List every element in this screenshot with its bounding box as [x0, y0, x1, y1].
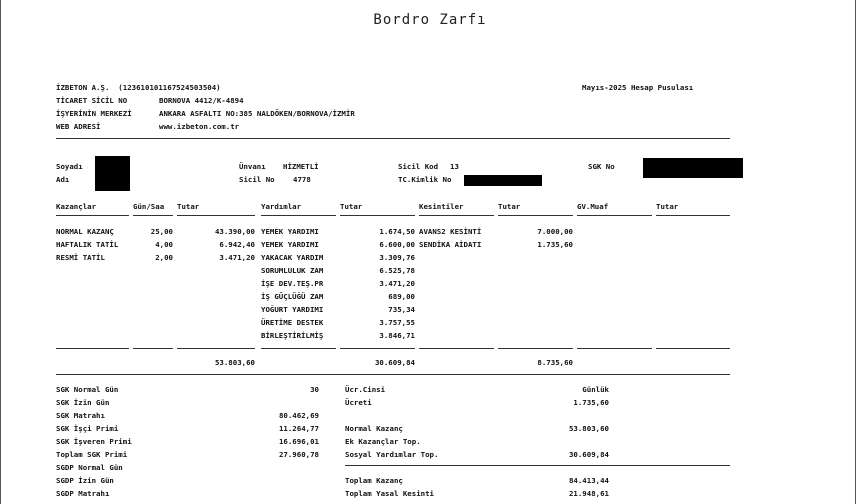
kazanc-tutar: 6.942,40	[219, 240, 255, 249]
header-underline	[419, 215, 494, 216]
sgk-value: 80.462,69	[278, 411, 319, 420]
summary-label: Normal Kazanç	[345, 424, 403, 433]
kesinti-name: AVANS2 KESİNTİ	[419, 227, 482, 236]
yardim-tutar: 3.309,76	[379, 253, 415, 262]
divider	[56, 138, 730, 139]
sicil-label: TİCARET SİCİL NO	[56, 96, 128, 105]
sgk-value: 27.960,78	[278, 450, 319, 459]
summary-label: Sosyal Yardımlar Top.	[345, 450, 439, 459]
sgk-no-label: SGK No	[588, 162, 615, 171]
yardim-tutar: 6.600,00	[379, 240, 415, 249]
kazanc-gun: 2,00	[155, 253, 173, 262]
summary-label: Toplam Kazanç	[345, 476, 403, 485]
summary-value: 21.948,61	[568, 489, 609, 498]
kazanc-gun: 25,00	[150, 227, 173, 236]
unvan-value: HİZMETLİ	[283, 162, 319, 171]
company-name: İZBETON A.Ş. (12361010116752450350​4)	[56, 83, 221, 92]
header-kesintiler: Kesintiler	[419, 202, 464, 211]
header-kazanclar: Kazançlar	[56, 202, 97, 211]
sicil-kod-label: Sicil Kod	[398, 162, 439, 171]
total-underline	[261, 348, 336, 349]
sgk-label: SGK Matrahı	[56, 411, 105, 420]
total-underline	[498, 348, 573, 349]
redacted-sgk	[643, 158, 743, 178]
sgk-label: SGK Normal Gün	[56, 385, 119, 394]
total-underline	[177, 348, 255, 349]
summary-label: Toplam Yasal Kesinti	[345, 489, 434, 498]
header-tutar: Tutar	[340, 202, 363, 211]
header-gun-saa: Gün/Saa	[133, 202, 165, 211]
yardim-tutar: 6.525,78	[379, 266, 415, 275]
kazanc-tutar: 43.390,00	[214, 227, 255, 236]
header-underline	[577, 215, 652, 216]
ucreti-label: Ücreti	[345, 398, 372, 407]
sicil-kod-value: 13	[450, 162, 459, 171]
total-underline	[133, 348, 173, 349]
yardim-name: BİRLEŞTİRİLMİŞ	[261, 331, 324, 340]
total-kazanc: 53.803,60	[214, 358, 255, 367]
sicil-no-label: Sicil No	[239, 175, 275, 184]
yardim-name: İŞE DEV.TEŞ.PR	[261, 279, 324, 288]
header-tutar: Tutar	[177, 202, 200, 211]
kazanc-name: HAFTALIK TATİL	[56, 240, 119, 249]
header-underline	[56, 215, 129, 216]
kazanc-gun: 4,00	[155, 240, 173, 249]
redacted-name	[95, 156, 130, 191]
sgk-label: SGDP Normal Gün	[56, 463, 123, 472]
yardim-name: YEMEK YARDIMI	[261, 227, 319, 236]
document-title: Bordro Zarfı	[373, 12, 487, 28]
header-underline	[656, 215, 730, 216]
sicil-no-value: 4778	[293, 175, 311, 184]
header-underline	[340, 215, 415, 216]
sgk-label: Toplam SGK Primi	[56, 450, 128, 459]
merkez-label: İŞYERİNİN MERKEZİ	[56, 109, 132, 118]
sicil-value: BORNOVA 4412/K-4894	[159, 96, 244, 105]
sgk-label: SGDP İzin Gün	[56, 476, 114, 485]
summary-value: 84.413,44	[568, 476, 609, 485]
kazanc-name: NORMAL KAZANÇ	[56, 227, 114, 236]
ucret-cinsi-value: Günlük	[582, 385, 609, 394]
sgk-label: SGK İşveren Primi	[56, 437, 132, 446]
kazanc-name: RESMİ TATİL	[56, 253, 105, 262]
yardim-tutar: 689,00	[388, 292, 415, 301]
header-underline	[133, 215, 173, 216]
sgk-value: 16.696,01	[278, 437, 319, 446]
yardim-tutar: 3.846,71	[379, 331, 415, 340]
yardim-name: İŞ GÜÇLÜĞÜ ZAM	[261, 292, 324, 301]
tc-label: TC.Kimlik No	[398, 175, 452, 184]
header-underline	[261, 215, 336, 216]
kesinti-name: SENDİKA AİDATI	[419, 240, 482, 249]
summary-value: 30.609,84	[568, 450, 609, 459]
yardim-name: YOĞURT YARDIMI	[261, 305, 324, 314]
header-underline	[177, 215, 255, 216]
summary-label: Ek Kazançlar Top.	[345, 437, 421, 446]
merkez-value: ANKARA ASFALTI NO:385 NALDÖKEN/BORNOVA/İZMİR	[159, 109, 355, 118]
sgk-value: 30	[310, 385, 319, 394]
unvan-label: Ünvanı	[239, 162, 266, 171]
total-yardim: 30.609,84	[374, 358, 415, 367]
total-kesinti: 8.735,60	[537, 358, 573, 367]
sgk-value: 11.264,77	[278, 424, 319, 433]
yardim-tutar: 3.757,55	[379, 318, 415, 327]
header-tutar: Tutar	[656, 202, 679, 211]
summary-value: 53.803,60	[568, 424, 609, 433]
web-label: WEB ADRESİ	[56, 122, 101, 131]
yardim-tutar: 735,34	[388, 305, 415, 314]
divider	[56, 374, 730, 375]
yardim-tutar: 3.471,20	[379, 279, 415, 288]
divider	[345, 465, 730, 466]
soyadi-label: Soyadı	[56, 162, 83, 171]
kazanc-tutar: 3.471,20	[219, 253, 255, 262]
period: Mayıs-2025 Hesap Pusulası	[582, 83, 694, 92]
web-value: www.izbeton.com.tr	[159, 122, 240, 131]
kesinti-tutar: 1.735,60	[537, 240, 573, 249]
yardim-name: SORUMLULUK ZAM	[261, 266, 324, 275]
header-gv-muaf: GV.Muaf	[577, 202, 609, 211]
header-yardimlar: Yardımlar	[261, 202, 302, 211]
sgk-label: SGDP Matrahı	[56, 489, 110, 498]
ucret-cinsi-label: Ücr.Cinsi	[345, 385, 386, 394]
yardim-name: YAKACAK YARDIM	[261, 253, 324, 262]
adi-label: Adı	[56, 175, 70, 184]
yardim-tutar: 1.674,50	[379, 227, 415, 236]
total-underline	[656, 348, 730, 349]
yardim-name: YEMEK YARDIMI	[261, 240, 319, 249]
total-underline	[419, 348, 494, 349]
total-underline	[577, 348, 652, 349]
ucreti-value: 1.735,60	[573, 398, 609, 407]
sgk-label: SGK İzin Gün	[56, 398, 110, 407]
total-underline	[56, 348, 129, 349]
kesinti-tutar: 7.000,00	[537, 227, 573, 236]
yardim-name: ÜRETİME DESTEK	[261, 318, 324, 327]
header-underline	[498, 215, 573, 216]
total-underline	[340, 348, 415, 349]
header-tutar: Tutar	[498, 202, 521, 211]
redacted-tc	[464, 175, 542, 186]
sgk-label: SGK İşçi Primi	[56, 424, 119, 433]
